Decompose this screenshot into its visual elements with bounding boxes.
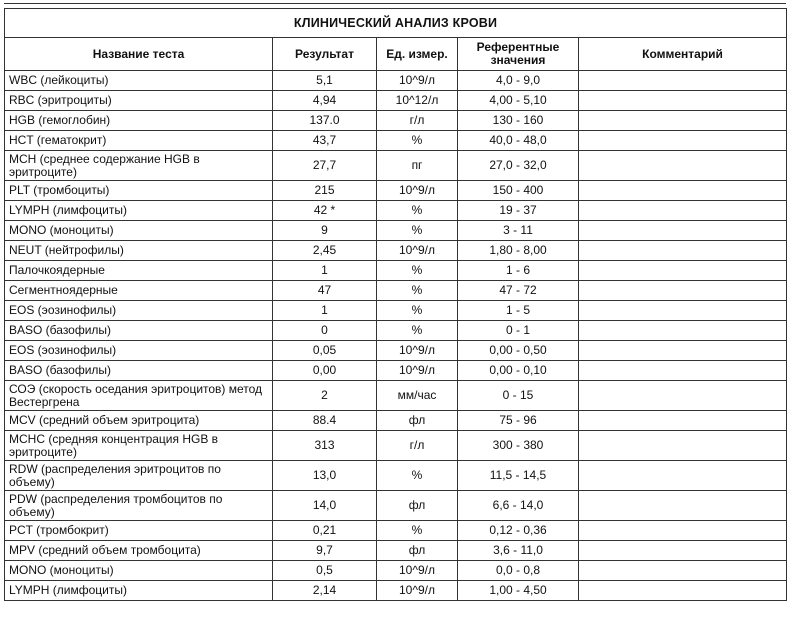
test-comment xyxy=(579,561,787,581)
test-reference: 1 - 5 xyxy=(458,301,579,321)
test-result: 43,7 xyxy=(273,131,377,151)
test-result: 47 xyxy=(273,281,377,301)
test-comment xyxy=(579,91,787,111)
test-name: HGB (гемоглобин) xyxy=(5,111,273,131)
blood-test-report xyxy=(4,3,786,601)
test-reference: 130 - 160 xyxy=(458,111,579,131)
table-row xyxy=(5,181,787,201)
test-reference: 3,6 - 11,0 xyxy=(458,541,579,561)
title-row xyxy=(5,9,787,38)
test-name: MCV (средний объем эритроцита) xyxy=(5,411,273,431)
test-result: 0,05 xyxy=(273,341,377,361)
table-row xyxy=(5,281,787,301)
test-name: BASO (базофилы) xyxy=(5,361,273,381)
header-reference: Референтные значения xyxy=(458,38,579,71)
test-reference: 1,00 - 4,50 xyxy=(458,581,579,601)
test-name: EOS (эозинофилы) xyxy=(5,341,273,361)
test-result: 88.4 xyxy=(273,411,377,431)
test-reference: 47 - 72 xyxy=(458,281,579,301)
table-row xyxy=(5,581,787,601)
test-reference: 4,00 - 5,10 xyxy=(458,91,579,111)
results-table xyxy=(4,8,787,601)
test-result: 9,7 xyxy=(273,541,377,561)
test-name: PLT (тромбоциты) xyxy=(5,181,273,201)
header-test-name: Название теста xyxy=(5,38,273,71)
test-comment xyxy=(579,71,787,91)
test-name: Палочкоядерные xyxy=(5,261,273,281)
test-unit: % xyxy=(377,281,458,301)
test-comment xyxy=(579,521,787,541)
test-result: 5,1 xyxy=(273,71,377,91)
test-unit: 10^12/л xyxy=(377,91,458,111)
test-result: 0,21 xyxy=(273,521,377,541)
test-comment xyxy=(579,541,787,561)
test-result: 2,45 xyxy=(273,241,377,261)
test-comment xyxy=(579,581,787,601)
test-name: EOS (эозинофилы) xyxy=(5,301,273,321)
test-comment xyxy=(579,261,787,281)
test-unit: фл xyxy=(377,411,458,431)
test-reference: 3 - 11 xyxy=(458,221,579,241)
test-reference: 0 - 15 xyxy=(458,381,579,411)
test-reference: 75 - 96 xyxy=(458,411,579,431)
table-row xyxy=(5,361,787,381)
test-result: 0,5 xyxy=(273,561,377,581)
test-unit: % xyxy=(377,321,458,341)
table-row xyxy=(5,541,787,561)
test-name: NEUT (нейтрофилы) xyxy=(5,241,273,261)
test-name: WBC (лейкоциты) xyxy=(5,71,273,91)
test-result: 313 xyxy=(273,431,377,461)
test-comment xyxy=(579,281,787,301)
test-name: HCT (гематокрит) xyxy=(5,131,273,151)
test-comment xyxy=(579,151,787,181)
test-result: 1 xyxy=(273,301,377,321)
header-result: Результат xyxy=(273,38,377,71)
report-title: КЛИНИЧЕСКИЙ АНАЛИЗ КРОВИ xyxy=(5,9,787,38)
test-name: BASO (базофилы) xyxy=(5,321,273,341)
test-reference: 6,6 - 14,0 xyxy=(458,491,579,521)
table-row xyxy=(5,261,787,281)
test-name: PCT (тромбокрит) xyxy=(5,521,273,541)
header-row xyxy=(5,38,787,71)
test-unit: фл xyxy=(377,541,458,561)
table-row xyxy=(5,381,787,411)
table-row xyxy=(5,151,787,181)
header-comment: Комментарий xyxy=(579,38,787,71)
test-comment xyxy=(579,321,787,341)
header-unit: Ед. измер. xyxy=(377,38,458,71)
table-row xyxy=(5,431,787,461)
test-name: MCH (среднее содержание HGB в эритроците) xyxy=(5,151,273,181)
test-unit: % xyxy=(377,131,458,151)
test-unit: пг xyxy=(377,151,458,181)
test-comment xyxy=(579,221,787,241)
test-unit: 10^9/л xyxy=(377,361,458,381)
test-result: 4,94 xyxy=(273,91,377,111)
test-unit: 10^9/л xyxy=(377,581,458,601)
test-result: 0,00 xyxy=(273,361,377,381)
test-reference: 0,0 - 0,8 xyxy=(458,561,579,581)
test-reference: 1,80 - 8,00 xyxy=(458,241,579,261)
test-reference: 300 - 380 xyxy=(458,431,579,461)
test-unit: г/л xyxy=(377,431,458,461)
table-row xyxy=(5,491,787,521)
test-comment xyxy=(579,131,787,151)
test-unit: % xyxy=(377,261,458,281)
test-result: 137.0 xyxy=(273,111,377,131)
table-row xyxy=(5,131,787,151)
test-unit: % xyxy=(377,301,458,321)
test-name: LYMPH (лимфоциты) xyxy=(5,201,273,221)
test-result: 42 * xyxy=(273,201,377,221)
test-unit: г/л xyxy=(377,111,458,131)
test-name: MONO (моноциты) xyxy=(5,561,273,581)
test-reference: 0 - 1 xyxy=(458,321,579,341)
test-comment xyxy=(579,461,787,491)
test-name: PDW (распределения тромбоцитов по объему) xyxy=(5,491,273,521)
test-unit: % xyxy=(377,221,458,241)
test-name: MCHC (средняя концентрация HGB в эритроците) xyxy=(5,431,273,461)
table-row xyxy=(5,521,787,541)
test-unit: 10^9/л xyxy=(377,241,458,261)
test-result: 0 xyxy=(273,321,377,341)
test-comment xyxy=(579,301,787,321)
test-result: 14,0 xyxy=(273,491,377,521)
test-comment xyxy=(579,491,787,521)
test-result: 2 xyxy=(273,381,377,411)
table-row xyxy=(5,321,787,341)
test-reference: 4,0 - 9,0 xyxy=(458,71,579,91)
test-name: MPV (средний объем тромбоцита) xyxy=(5,541,273,561)
test-name: СОЭ (скорость оседания эритроцитов) метод Вестергрена xyxy=(5,381,273,411)
test-reference: 0,12 - 0,36 xyxy=(458,521,579,541)
table-row xyxy=(5,411,787,431)
test-reference: 1 - 6 xyxy=(458,261,579,281)
test-result: 2,14 xyxy=(273,581,377,601)
test-reference: 0,00 - 0,50 xyxy=(458,341,579,361)
test-name: Сегментноядерные xyxy=(5,281,273,301)
test-unit: 10^9/л xyxy=(377,181,458,201)
test-comment xyxy=(579,201,787,221)
test-result: 27,7 xyxy=(273,151,377,181)
table-row xyxy=(5,201,787,221)
table-row xyxy=(5,241,787,261)
test-result: 13,0 xyxy=(273,461,377,491)
test-comment xyxy=(579,341,787,361)
test-result: 215 xyxy=(273,181,377,201)
test-unit: 10^9/л xyxy=(377,71,458,91)
test-comment xyxy=(579,431,787,461)
test-comment xyxy=(579,241,787,261)
test-unit: % xyxy=(377,521,458,541)
test-reference: 19 - 37 xyxy=(458,201,579,221)
table-row xyxy=(5,71,787,91)
table-row xyxy=(5,221,787,241)
table-row xyxy=(5,341,787,361)
test-unit: фл xyxy=(377,491,458,521)
test-comment xyxy=(579,181,787,201)
test-reference: 40,0 - 48,0 xyxy=(458,131,579,151)
table-row xyxy=(5,461,787,491)
test-reference: 0,00 - 0,10 xyxy=(458,361,579,381)
test-reference: 150 - 400 xyxy=(458,181,579,201)
test-comment xyxy=(579,411,787,431)
test-name: RDW (распределения эритроцитов по объему) xyxy=(5,461,273,491)
test-unit: 10^9/л xyxy=(377,341,458,361)
test-unit: % xyxy=(377,461,458,491)
test-name: MONO (моноциты) xyxy=(5,221,273,241)
test-unit: 10^9/л xyxy=(377,561,458,581)
test-reference: 11,5 - 14,5 xyxy=(458,461,579,491)
test-name: LYMPH (лимфоциты) xyxy=(5,581,273,601)
test-unit: мм/час xyxy=(377,381,458,411)
test-name: RBC (эритроциты) xyxy=(5,91,273,111)
test-reference: 27,0 - 32,0 xyxy=(458,151,579,181)
table-row xyxy=(5,91,787,111)
table-row xyxy=(5,561,787,581)
test-comment xyxy=(579,111,787,131)
table-row xyxy=(5,301,787,321)
test-result: 9 xyxy=(273,221,377,241)
test-result: 1 xyxy=(273,261,377,281)
test-comment xyxy=(579,381,787,411)
test-unit: % xyxy=(377,201,458,221)
test-comment xyxy=(579,361,787,381)
table-row xyxy=(5,111,787,131)
